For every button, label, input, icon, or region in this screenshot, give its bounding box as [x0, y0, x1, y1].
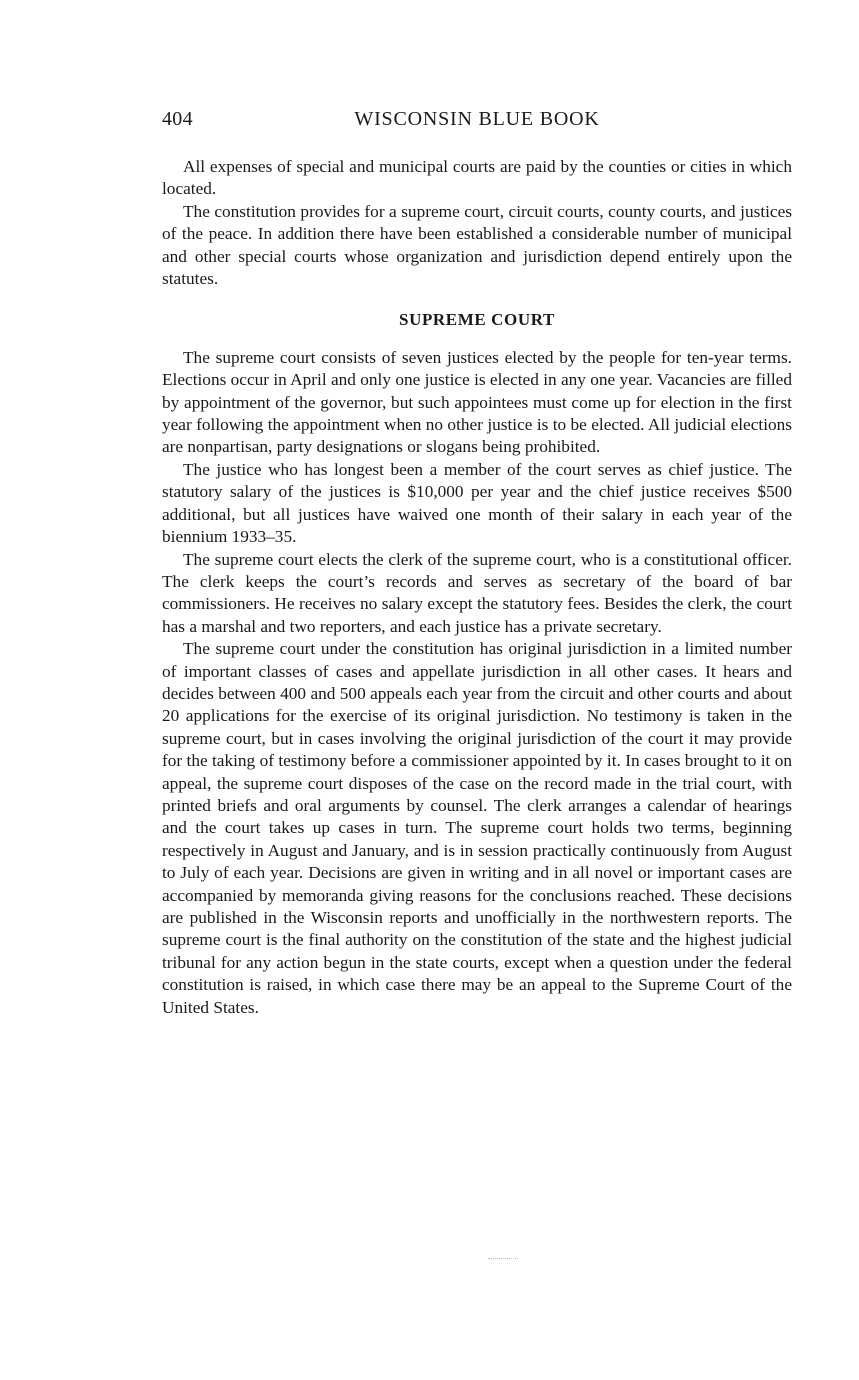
section-paragraph: The supreme court under the constitution has original jurisdiction in a limited number of important classes of cases and appellate jurisdiction in all other cases. It hears and decides between 400 and 500 appeals each year from the circuit and other courts and about 20 applications for the exercise of its original jurisdiction. No testimony is taken in the supreme court, but in cases involving the original jurisdiction of the court it may provide for the taking of testimony before a commissioner appointed by it. In cases brought to it on appeal, the supreme court disposes of the case on the record made in the trial court, with printed briefs and oral arguments by counsel. The clerk arranges a calendar of hearings and the court takes up cases in turn. The supreme court holds two terms, beginning respectively in August and January, and is in session practically continuously from August to July of each year. Decisions are given in writing and in all novel or important cases are accompanied by memoranda giving reasons for the conclusions reached. These decisions are published in the Wisconsin reports and unofficially in the northwestern reports. The supreme court is the final authority on the constitution of the state and the highest judicial tribunal for any action begun in the state courts, except when a question under the federal constitution is raised, in which case there may be an appeal to the Supreme Court of the United States.	[162, 639, 792, 1017]
running-head	[162, 108, 792, 134]
section-heading: SUPREME COURT	[399, 310, 555, 330]
intro-paragraph: All expenses of special and municipal courts are paid by the counties or cities in which located.	[162, 157, 792, 199]
body-text	[162, 156, 792, 1019]
section-paragraph: The justice who has longest been a member of the court serves as chief justice. The statutory salary of the justices is $10,000 per year and the chief justice receives $500 additional, but all justices have waived one month of their salary in each year of the biennium 1933–35.	[162, 459, 792, 547]
intro-paragraph: The constitution provides for a supreme court, circuit courts, county courts, and justices of the peace. In addition there have been established a considerable number of municipal and other special courts whose organization and jurisdiction depend entirely upon the statutes.	[162, 201, 792, 289]
section-paragraph: The supreme court elects the clerk of the supreme court, who is a constitutional officer. The clerk keeps the court’s records and serves as secretary of the board of bar commissioners. He receives no salary except the statutory fees. Besides the clerk, the court has a marshal and two reporters, and each justice has a private secretary.	[162, 549, 792, 636]
page-number: 404	[162, 108, 193, 130]
running-title: WISCONSIN BLUE BOOK	[354, 108, 600, 130]
print-smudge	[488, 1258, 518, 1261]
section-paragraph: The supreme court consists of seven justices elected by the people for ten-year terms. Elections occur in April and only one justice is elected in any one year. Vacancies are filled by appointment of the governor, but such appointees must come up for election in the first year following the appointment when no other justice is to be elected. All judicial elections are nonpartisan, party designations or slogans being prohibited.	[162, 347, 792, 457]
